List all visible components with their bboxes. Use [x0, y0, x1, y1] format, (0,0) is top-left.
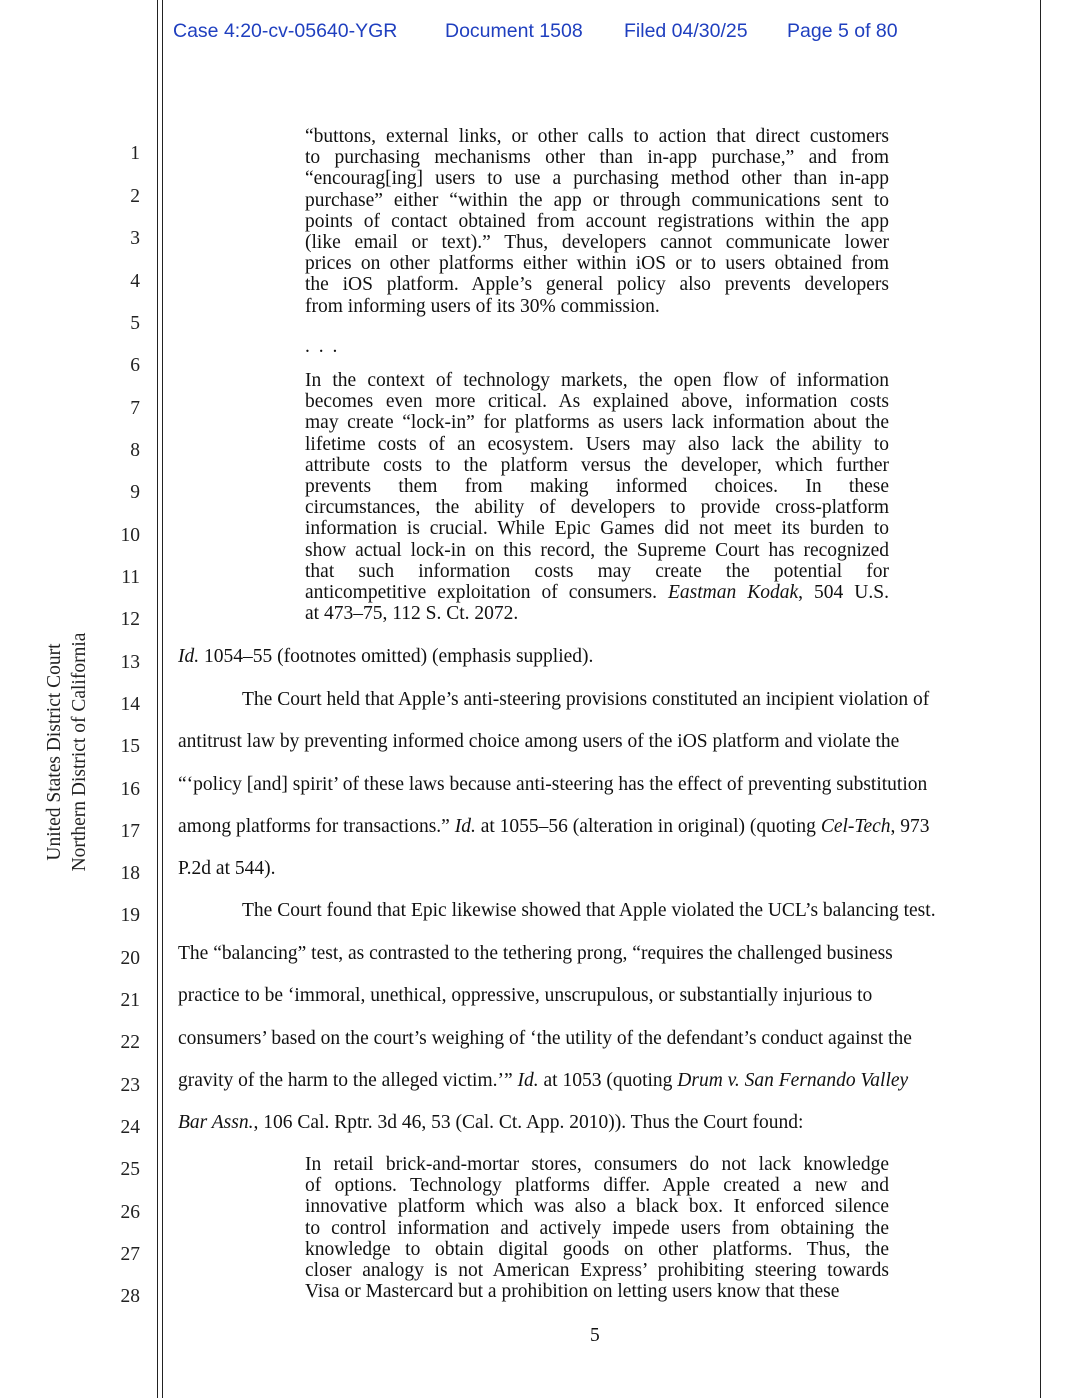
left-margin-rule [157, 0, 158, 1398]
line-number: 28 [120, 1286, 140, 1307]
body-line-23: gravity of the harm to the alleged victim.’” Id. at 1053 (quoting Drum v. San Fernando Valley [178, 1070, 909, 1091]
quote-line: that such information costs may create the potential for [305, 560, 889, 582]
body-line-20: The “balancing” test, as contrasted to the tethering prong, “requires the challenged business [178, 943, 893, 964]
quote-line: points of contact obtained from account registrations within the app [305, 210, 889, 232]
case-citation: Drum v. San Fernando Valley [677, 1070, 909, 1091]
document-number: Document 1508 [445, 20, 583, 42]
court-side-label [42, 592, 102, 912]
page-number: 5 [590, 1325, 600, 1346]
quote-line: “encourag[ing] users to use a purchasing method other than in-app [305, 168, 889, 190]
line-number: 17 [120, 821, 140, 842]
body-line-21: practice to be ‘immoral, unethical, oppressive, unscrupulous, or substantially injurious to [178, 985, 873, 1006]
body-line-14: The Court held that Apple’s anti-steering provisions constituted an incipient violation of [242, 689, 930, 710]
quote-line: knowledge to obtain digital goods on other platforms. Thus, the [305, 1238, 889, 1260]
line-number: 3 [130, 228, 140, 249]
body-line-15: antitrust law by preventing informed choice among users of the iOS platform and violate the [178, 731, 900, 752]
id-citation: Id. [454, 816, 476, 837]
line-number: 7 [130, 398, 140, 419]
body-line-16: “‘policy [and] spirit’ of these laws because anti-steering has the effect of preventing substitution [178, 774, 928, 795]
block-quote-1 [305, 126, 889, 317]
quote-line: prices on other platforms either within iOS or to users obtained from [305, 253, 889, 275]
filed-date: Filed 04/30/25 [624, 20, 748, 42]
quote-line: In the context of technology markets, the open flow of information [305, 370, 889, 391]
filing-header [173, 20, 1033, 48]
quote-line: information is crucial. While Epic Games did not meet its burden to [305, 518, 889, 540]
quote-line: of options. Technology platforms differ. Apple created a new and [305, 1175, 889, 1197]
quote-line: to control information and actively impede users from obtaining the [305, 1217, 889, 1239]
line-number: 16 [120, 779, 140, 800]
body-line-19: The Court found that Epic likewise showed that Apple violated the UCL’s balancing test. [242, 900, 936, 921]
line-number: 4 [130, 271, 140, 292]
body-line-13: Id. 1054–55 (footnotes omitted) (emphasis supplied). [178, 646, 594, 667]
line-number: 1 [130, 143, 140, 164]
case-number: Case 4:20-cv-05640-YGR [173, 20, 398, 42]
line-number: 25 [120, 1159, 140, 1180]
line-number: 27 [120, 1244, 140, 1265]
body-line-22: consumers’ based on the court’s weighing of ‘the utility of the defendant’s conduct against the [178, 1028, 912, 1049]
case-citation: Eastman Kodak [668, 582, 799, 604]
quote-line: may create “lock-in” for platforms as users lack information about the [305, 412, 889, 434]
court-district: Northern District of California [69, 632, 90, 872]
line-number: 20 [120, 948, 140, 969]
body-line-17: among platforms for transactions.” Id. at 1055–56 (alteration in original) (quoting Cel-Tech, 973 [178, 816, 930, 837]
line-number: 26 [120, 1202, 140, 1223]
omission-ellipsis: . . . [305, 336, 340, 357]
case-citation: Cel-Tech [820, 816, 891, 837]
line-number: 9 [130, 482, 140, 503]
left-margin-rule-inner [162, 0, 163, 1398]
quote-line: purchase” either “within the app or through communications sent to [305, 189, 889, 211]
line-number: 13 [120, 652, 140, 673]
line-number: 15 [120, 736, 140, 757]
quote-line: show actual lock-in on this record, the Supreme Court has recognized [305, 539, 889, 561]
line-numbers [100, 0, 152, 1398]
line-number: 24 [120, 1117, 140, 1138]
line-number: 2 [130, 186, 140, 207]
line-number: 21 [120, 990, 140, 1011]
line-number: 14 [120, 694, 140, 715]
quote-line: “buttons, external links, or other calls to action that direct customers [305, 126, 889, 147]
quote-line: becomes even more critical. As explained above, information costs [305, 391, 889, 413]
line-number: 10 [120, 525, 140, 546]
id-citation: Id. [517, 1070, 539, 1091]
quote-line: lifetime costs of an ecosystem. Users may also lack the ability to [305, 433, 889, 455]
right-margin-rule [1040, 0, 1041, 1398]
quote-line: to purchasing mechanisms other than in-app purchase,” and from [305, 147, 889, 169]
line-number: 12 [120, 609, 140, 630]
line-number: 22 [120, 1032, 140, 1053]
quote-line: In retail brick-and-mortar stores, consumers do not lack knowledge [305, 1154, 889, 1175]
quote-line: closer analogy is not American Express’ prohibiting steering towards [305, 1260, 889, 1282]
id-citation: Id. [178, 646, 200, 667]
line-number: 5 [130, 313, 140, 334]
quote-line: attribute costs to the platform versus the developer, which further [305, 454, 889, 476]
quote-line: circumstances, the ability of developers to provide cross-platform [305, 497, 889, 519]
block-quote-2 [305, 370, 889, 624]
line-number: 6 [130, 355, 140, 376]
line-number: 18 [120, 863, 140, 884]
line-number: 23 [120, 1075, 140, 1096]
quote-line: innovative platform which was also a black box. It enforced silence [305, 1196, 889, 1218]
block-quote-3 [305, 1154, 889, 1302]
case-citation: Bar Assn. [178, 1112, 254, 1133]
citation-text: , 504 U.S. [798, 582, 889, 604]
quote-line: (like email or text).” Thus, developers cannot communicate lower [305, 232, 889, 254]
body-line-18: P.2d at 544). [178, 858, 276, 879]
quote-text: anticompetitive exploitation of consumers. [305, 582, 657, 604]
line-number: 11 [121, 567, 140, 588]
body-line-24: Bar Assn., 106 Cal. Rptr. 3d 46, 53 (Cal. Ct. App. 2010)). Thus the Court found: [178, 1112, 804, 1133]
page-indicator: Page 5 of 80 [787, 20, 898, 42]
court-name: United States District Court [44, 643, 65, 861]
quote-line: the iOS platform. Apple’s general policy also prevents developers [305, 274, 889, 296]
line-number: 8 [130, 440, 140, 461]
quote-line [305, 582, 889, 603]
quote-line: at 473–75, 112 S. Ct. 2072. [305, 603, 519, 625]
quote-line: prevents them from making informed choices. In these [305, 476, 889, 498]
line-number: 19 [120, 905, 140, 926]
quote-line: from informing users of its 30% commission. [305, 295, 660, 317]
quote-line: Visa or Mastercard but a prohibition on letting users know that these [305, 1281, 840, 1303]
